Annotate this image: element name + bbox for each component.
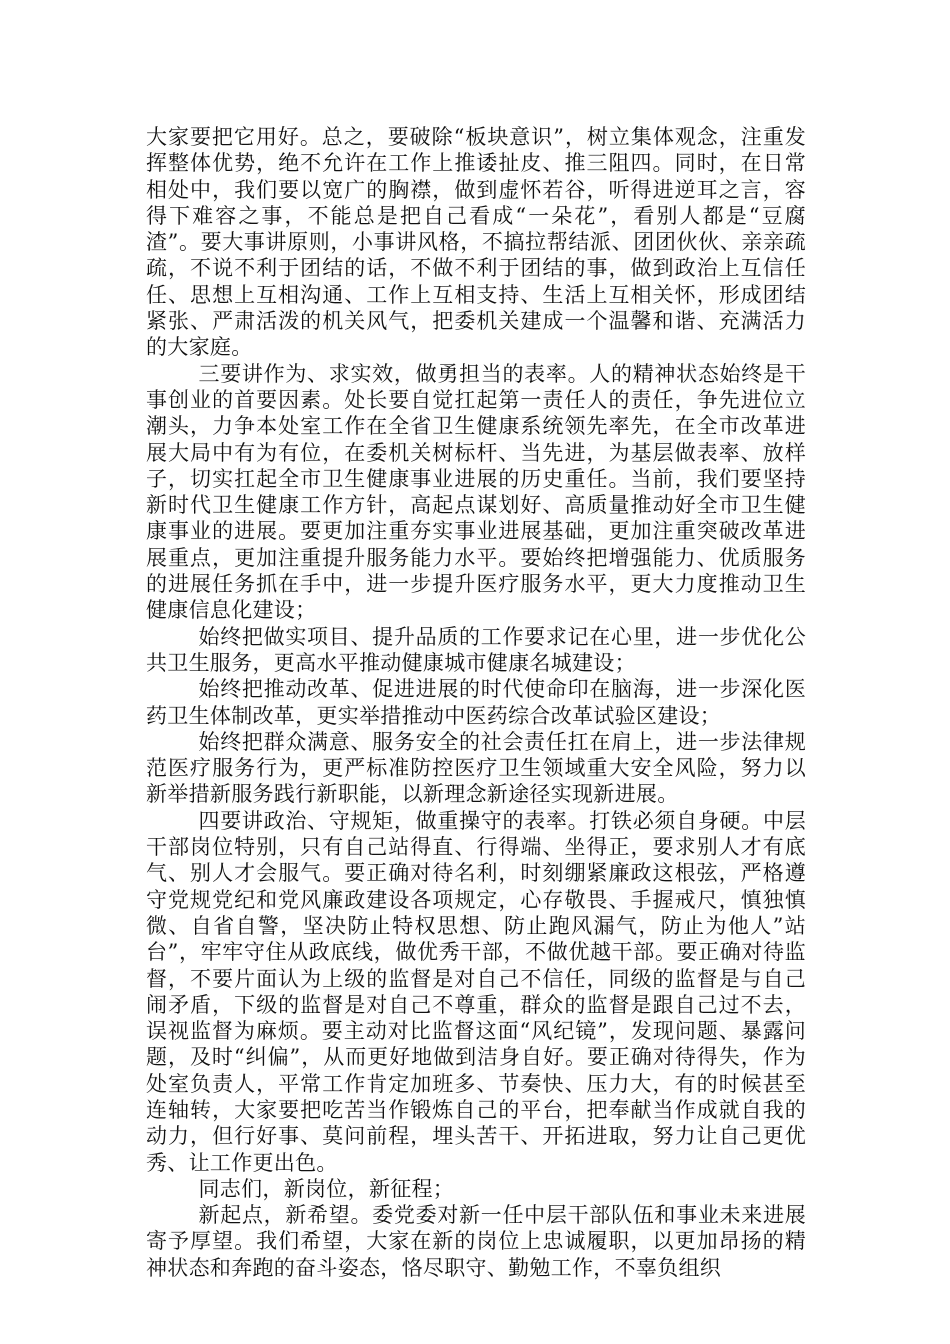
paragraph-2: 三要讲作为、求实效，做勇担当的表率。人的精神状态始终是干事创业的首要因素。处长要自觉扛起第一责任人的责任，争先进位立潮头，力争本处室工作在全省卫生健康系统领先率先，在全市改革进展大局中有为有位，在委机关树标杆、当先进，为基层做表率、放样子，切实扛起全市卫生健康事业进展的历史重任。当前，我们要坚持新时代卫生健康工作方针，高起点谋划好、高质量推动好全市卫生健康事业的进展。要更加注重夯实事业进展基础，更加注重突破改革进展重点，更加注重提升服务能力水平。要始终把增强能力、优质服务的进展任务抓在手中，进一步提升医疗服务水平，更大力度推动卫生健康信息化建设； [146, 361, 806, 623]
paragraph-1: 大家要把它用好。总之，要破除“板块意识”，树立集体观念，注重发挥整体优势，绝不允许在工作上推诿扯皮、推三阻四。同时，在日常相处中，我们要以宽广的胸襟，做到虚怀若谷，听得进逆耳之言，容得下难容之事，不能总是把自己看成“一朵花”，看别人都是“豆腐渣”。要大事讲原则，小事讲风格，不搞拉帮结派、团团伙伙、亲亲疏疏，不说不利于团结的话，不做不利于团结的事，做到政治上互信任任、思想上互相沟通、工作上互相支持、生活上互相关怀，形成团结紧张、严肃活泼的机关风气，把委机关建成一个温馨和谐、充满活力的大家庭。 [146, 125, 806, 360]
paragraph-3: 始终把做实项目、提升品质的工作要求记在心里，进一步优化公共卫生服务，更高水平推动健康城市健康名城建设； [146, 624, 806, 675]
paragraph-4: 始终把推动改革、促进进展的时代使命印在脑海，进一步深化医药卫生体制改革，更实举措推动中医药综合改革试验区建设； [146, 677, 806, 728]
paragraph-5: 始终把群众满意、服务安全的社会责任扛在肩上，进一步法律规范医疗服务行为，更严标准防控医疗卫生领域重大安全风险，努力以新举措新服务践行新职能，以新理念新途径实现新进展。 [146, 729, 806, 807]
paragraph-7: 同志们，新岗位，新征程； [198, 1176, 455, 1201]
paragraph-6: 四要讲政治、守规矩，做重操守的表率。打铁必须自身硬。中层干部岗位特别，只有自己站得直、行得端、坐得正，要求别人才有底气、别人才会服气。要正确对待名利，时刻绷紧廉政这根弦，严格遵守党规党纪和党风廉政建设各项规定，心存敬畏、手握戒尺，慎独慎微、自省自警，坚决防止特权思想、防止跑风漏气，防止为他人”站台”，牢牢守住从政底线，做优秀干部，不做优越干部。要正确对待监督，不要片面认为上级的监督是对自己不信任，同级的监督是与自己闹矛盾，下级的监督是对自己不尊重，群众的监督是跟自己过不去，误视监督为麻烦。要主动对比监督这面“风纪镜”，发现问题、暴露问题，及时“纠偏”，从而更好地做到洁身自好。要正确对待得失，作为处室负责人，平常工作肯定加班多、节奏快、压力大，有的时候甚至连轴转，大家要把吃苦当作锻炼自己的平台，把奉献当作成就自我的动力，但行好事、莫问前程，埋头苦干、开拓进取，努力让自己更优秀、让工作更出色。 [146, 808, 806, 1175]
paragraph-8: 新起点，新希望。委党委对新一任中层干部队伍和事业未来进展寄予厚望。我们希望，大家在新的岗位上忠诚履职，以更加昂扬的精神状态和奔跑的奋斗姿态，恪尽职守、勤勉工作，不辜负组织 [146, 1203, 806, 1280]
document-body [146, 124, 806, 1281]
